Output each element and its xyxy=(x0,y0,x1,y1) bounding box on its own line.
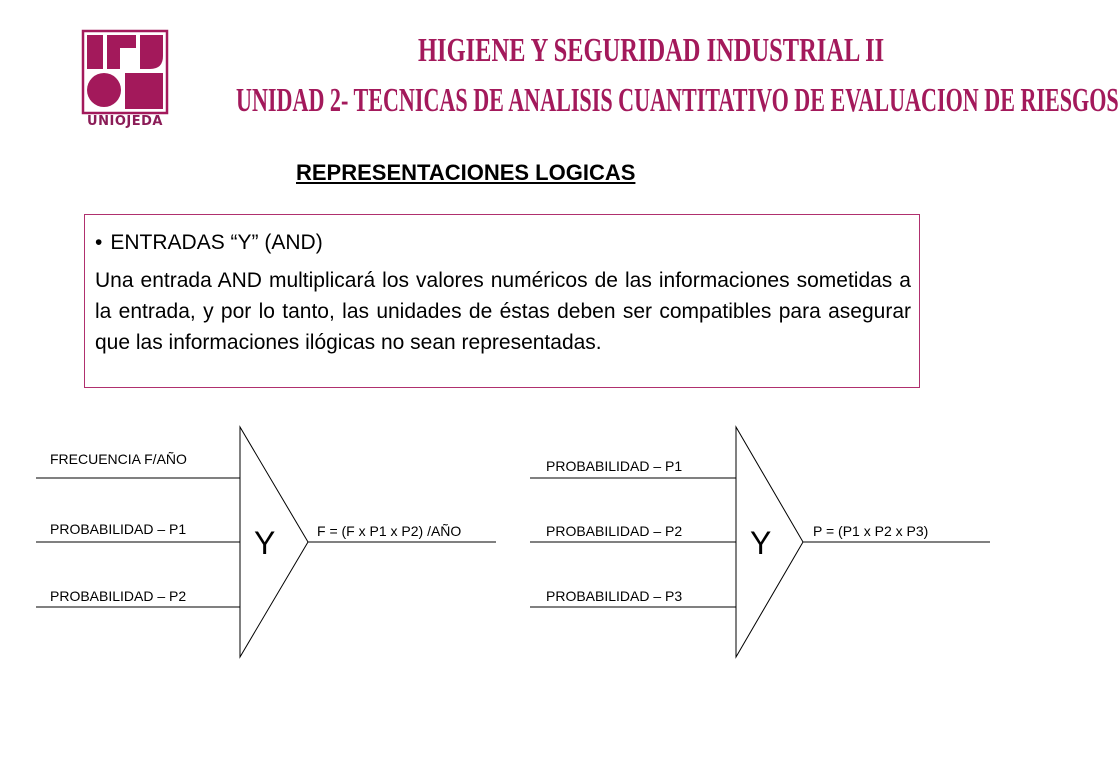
definition-paragraph: Una entrada AND multiplicará los valores numéricos de las informaciones sometidas a la entrada, y por lo tanto, las unidades de éstas deben ser compatibles para asegurar que las informaciones ilógicas no sean representadas. xyxy=(95,269,911,354)
unit-title: UNIDAD 2- TECNICAS DE ANALISIS CUANTITATIVO DE EVALUACION DE RIESGOS xyxy=(236,82,1119,119)
right-and-gate xyxy=(530,427,990,657)
right-output-label: P = (P1 x P2 x P3) xyxy=(813,523,929,539)
course-title: HIGIENE Y SEGURIDAD INDUSTRIAL II xyxy=(418,32,885,69)
left-gate-symbol: Y xyxy=(254,525,276,561)
left-input-label-1: FRECUENCIA F/AÑO xyxy=(50,451,187,467)
section-title: REPRESENTACIONES LOGICAS xyxy=(296,160,636,185)
right-input-label-3: PROBABILIDAD – P3 xyxy=(546,588,683,604)
right-input-label-2: PROBABILIDAD – P2 xyxy=(546,523,683,539)
bullet-dot-icon: • xyxy=(95,231,103,254)
left-and-gate xyxy=(36,427,496,657)
logo-text: UNIOJEDA xyxy=(87,114,163,129)
left-input-label-2: PROBABILIDAD – P1 xyxy=(50,521,187,537)
right-input-label-1: PROBABILIDAD – P1 xyxy=(546,458,683,474)
bullet-text: ENTRADAS “Y” (AND) xyxy=(110,231,323,254)
left-output-label: F = (F x P1 x P2) /AÑO xyxy=(317,523,462,539)
left-input-label-3: PROBABILIDAD – P2 xyxy=(50,588,187,604)
right-gate-symbol: Y xyxy=(750,525,772,561)
